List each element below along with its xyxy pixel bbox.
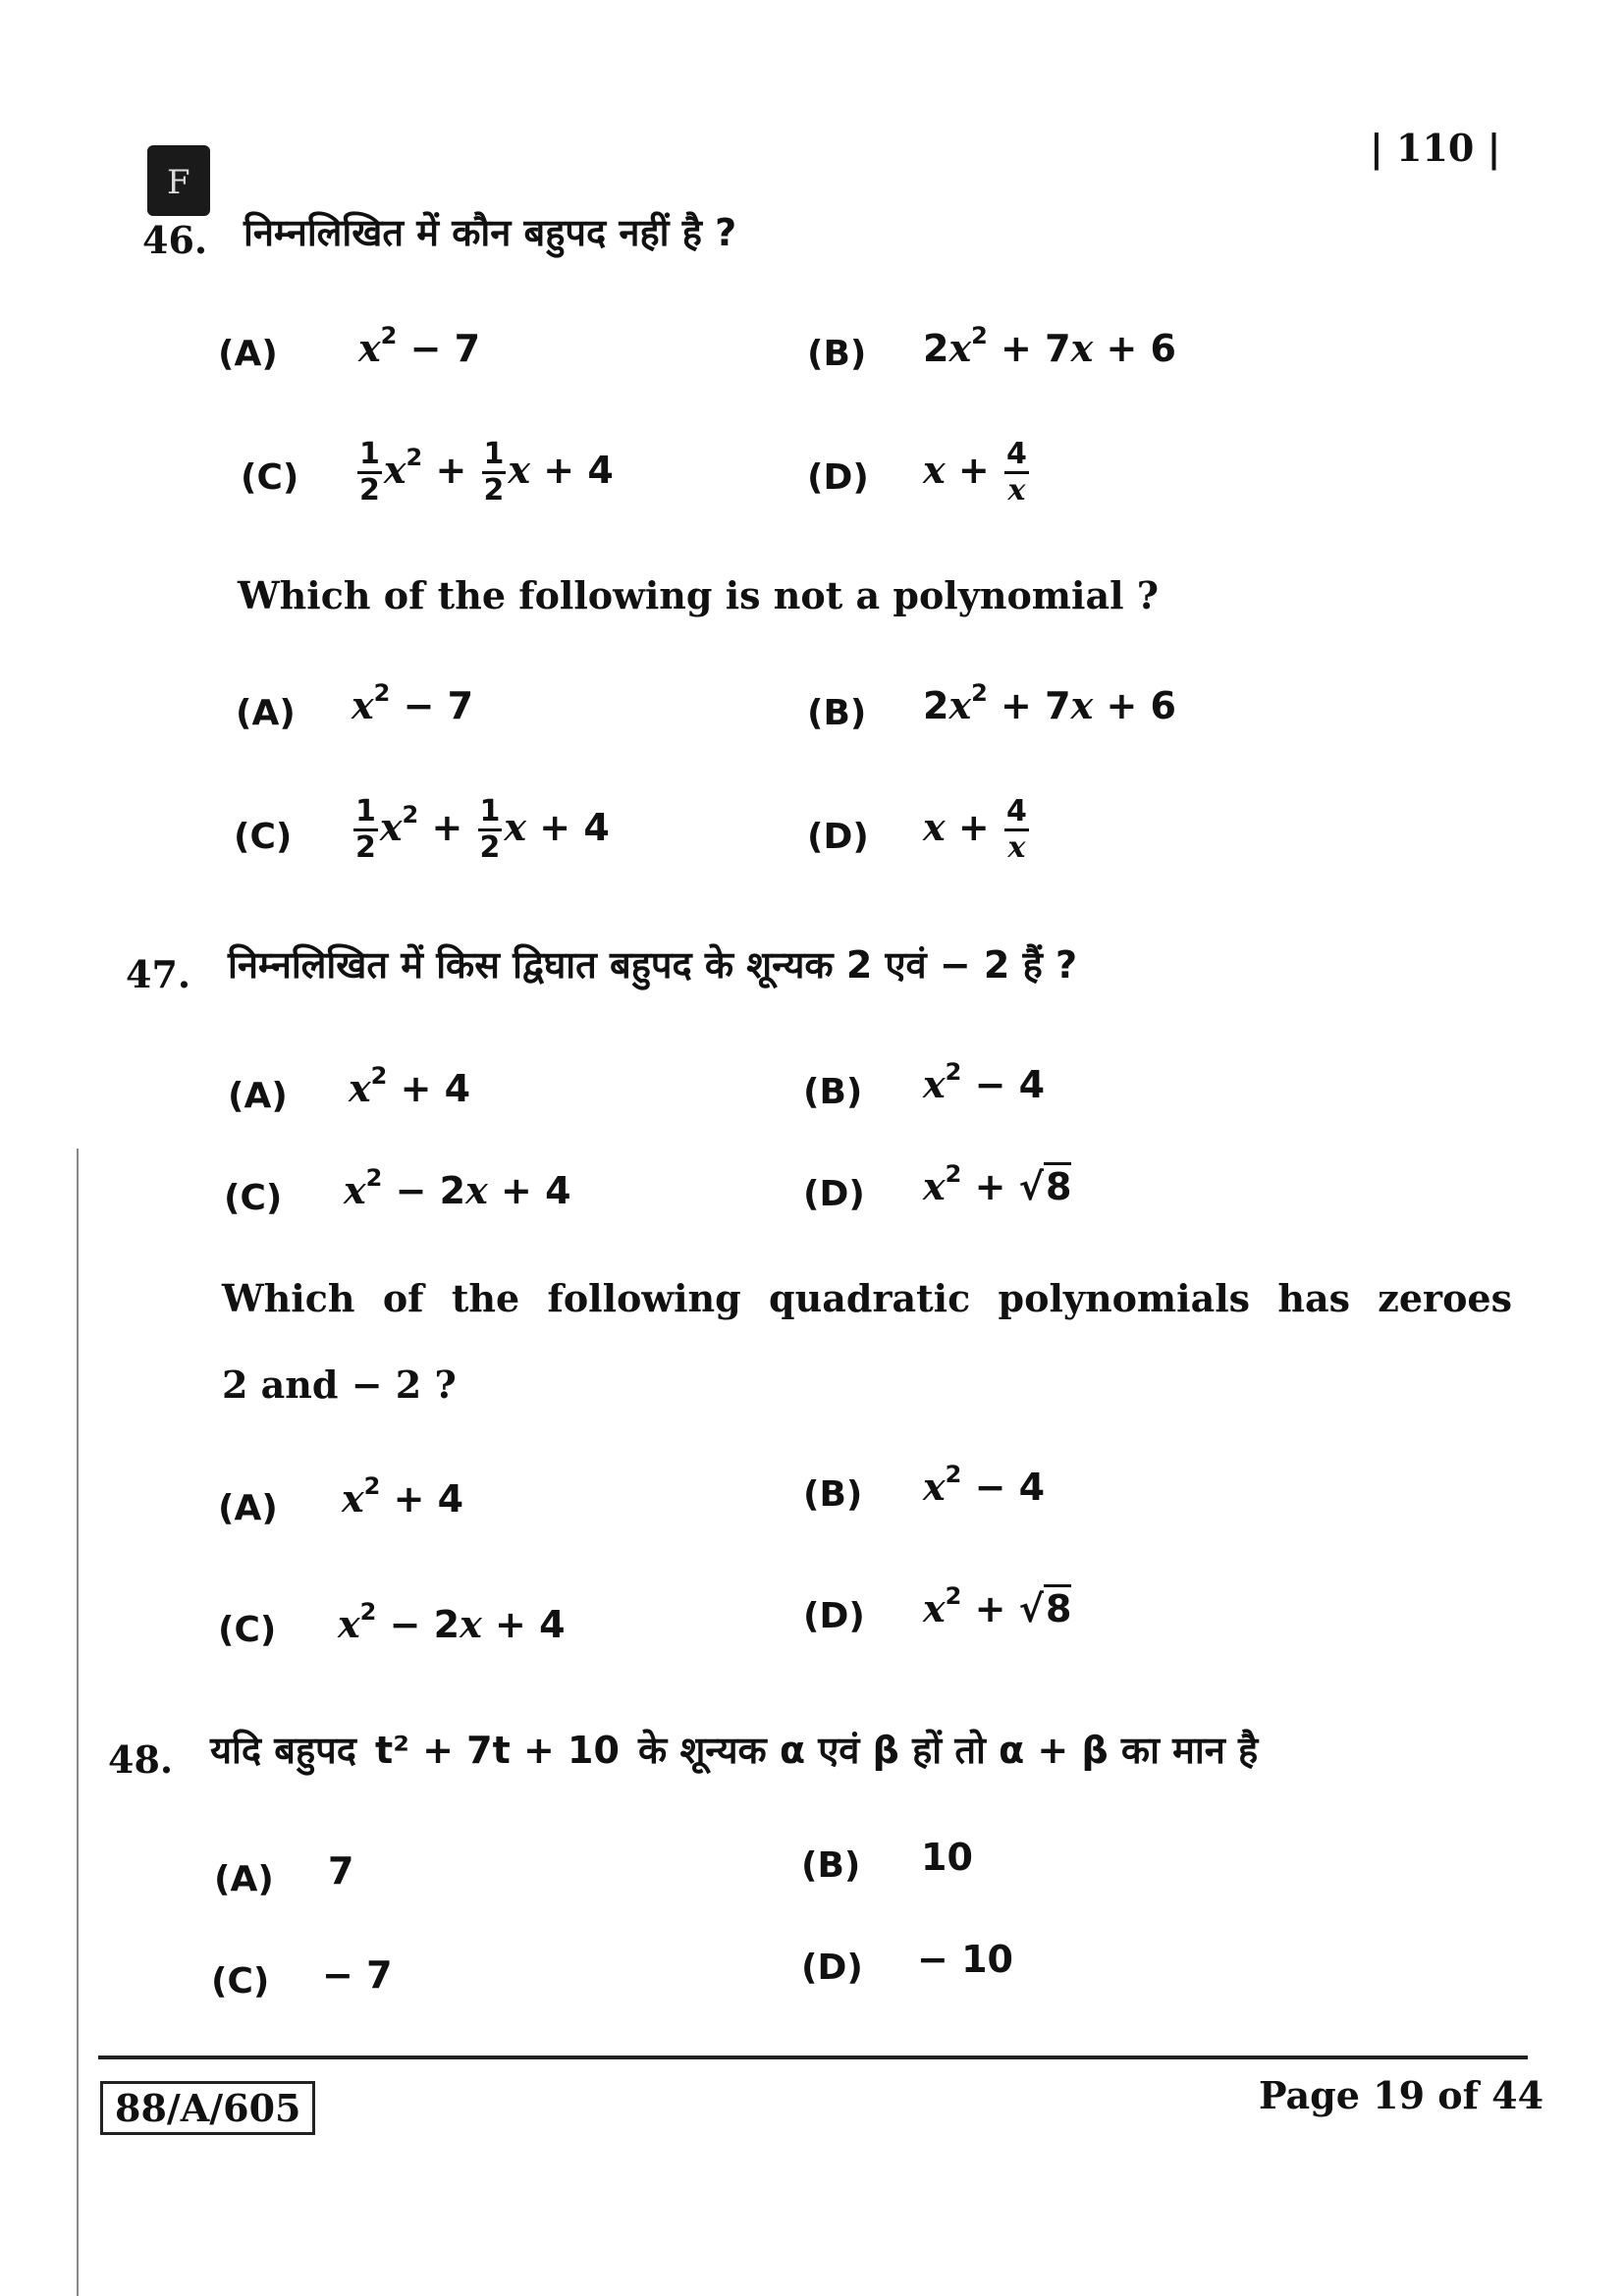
footer-rule <box>98 2056 1528 2059</box>
q46-hi-option-d: x + $\frac{4}{x}$ <box>923 437 1027 507</box>
q47-hi-option-b: $x^2 - 4$ <box>923 1058 1046 1106</box>
q46-hi-option-a-label: (A) <box>218 334 278 374</box>
q48-option-d-label: (D) <box>801 1948 863 1988</box>
q46-number: 46. <box>142 218 208 262</box>
q47-english-line2: 2 and − 2 ? <box>222 1362 457 1407</box>
q46-hi-option-b: $2x^2 + 7x + 6$ <box>923 322 1176 370</box>
q47-number: 47. <box>126 952 191 996</box>
page-marker: | 110 | <box>1370 126 1501 170</box>
q47-en-option-b-label: (B) <box>803 1474 863 1515</box>
q48-option-a-label: (A) <box>214 1859 274 1899</box>
q48-polynomial: t² + 7t + 10 <box>375 1729 620 1772</box>
q46-en-option-a: $x^2 - 7$ <box>352 679 474 727</box>
q47-hi-option-c: $x^2 - 2x + 4$ <box>344 1164 571 1212</box>
q47-en-option-a: $x^2 + 4$ <box>342 1472 464 1521</box>
paper-code: 88/A/605 <box>100 2081 315 2135</box>
q47-hi-option-a-label: (A) <box>228 1076 288 1116</box>
q48-hindi-prefix: यदि बहुपद <box>210 1729 356 1772</box>
q46-hi-option-a: $x^2 - 7$ <box>358 322 481 370</box>
q48-option-d: − 10 <box>917 1938 1013 1981</box>
q46-hi-option-b-label: (B) <box>807 334 867 374</box>
q47-en-option-c: $x^2 - 2x + 4$ <box>338 1598 566 1646</box>
q47-english-line1: Which of the following quadratic polynomials has zeroes <box>222 1276 1512 1320</box>
q48-option-b-label: (B) <box>801 1845 861 1886</box>
q46-en-option-d-label: (D) <box>807 817 869 857</box>
q47-en-option-d: $x^2 + √8$ <box>923 1582 1072 1630</box>
scan-margin-line <box>77 1148 79 2296</box>
page-number: Page 19 of 44 <box>1259 2073 1544 2117</box>
q47-hi-option-d-label: (D) <box>803 1174 865 1214</box>
q48-option-c-label: (C) <box>211 1961 270 2002</box>
q47-hi-option-a: $x^2 + 4$ <box>349 1062 471 1110</box>
q46-en-option-c-label: (C) <box>234 817 293 857</box>
q47-en-option-d-label: (D) <box>803 1596 865 1636</box>
q48-hindi-suffix: के शून्यक α एवं β हों तो α + β का मान है <box>638 1729 1259 1772</box>
q46-hindi-text: निम्नलिखित में कौन बहुपद नहीं है ? <box>244 211 737 254</box>
q47-en-option-c-label: (C) <box>218 1610 277 1650</box>
section-mark <box>147 145 210 216</box>
q46-hi-option-c-label: (C) <box>241 457 299 498</box>
q48-option-b: 10 <box>921 1836 973 1879</box>
q47-hi-option-c-label: (C) <box>224 1178 283 1218</box>
q46-en-option-b-label: (B) <box>807 693 867 733</box>
q47-hi-option-d: $x^2 + √8$ <box>923 1160 1072 1208</box>
q46-en-option-c: $\frac{1}{2}$ $x^2$ + $\frac{1}{2}$ x + 4 <box>355 794 610 865</box>
q46-en-option-a-label: (A) <box>236 693 296 733</box>
q48-question <box>210 1724 1258 1775</box>
q47-hindi-text: निम्नलिखित में किस द्विघात बहुपद के शून्यक 2 एवं − 2 हैं ? <box>228 943 1078 987</box>
q46-en-option-d: x + $\frac{4}{x}$ <box>923 794 1027 865</box>
q48-number: 48. <box>108 1737 174 1782</box>
q47-hi-option-b-label: (B) <box>803 1072 863 1112</box>
q46-en-option-b: $2x^2 + 7x + 6$ <box>923 679 1176 727</box>
q48-option-c: − 7 <box>322 1953 393 1997</box>
q47-en-option-a-label: (A) <box>218 1488 278 1528</box>
q46-english-text: Which of the following is not a polynomial ? <box>238 573 1159 617</box>
q48-option-a: 7 <box>328 1849 354 1893</box>
section-mark-letter: F <box>167 163 190 202</box>
q47-en-option-b: $x^2 - 4$ <box>923 1461 1046 1509</box>
q46-hi-option-d-label: (D) <box>807 457 869 498</box>
q46-hi-option-c: $\frac{1}{2}$ $x^2$ + $\frac{1}{2}$ x + 4 <box>359 437 614 507</box>
